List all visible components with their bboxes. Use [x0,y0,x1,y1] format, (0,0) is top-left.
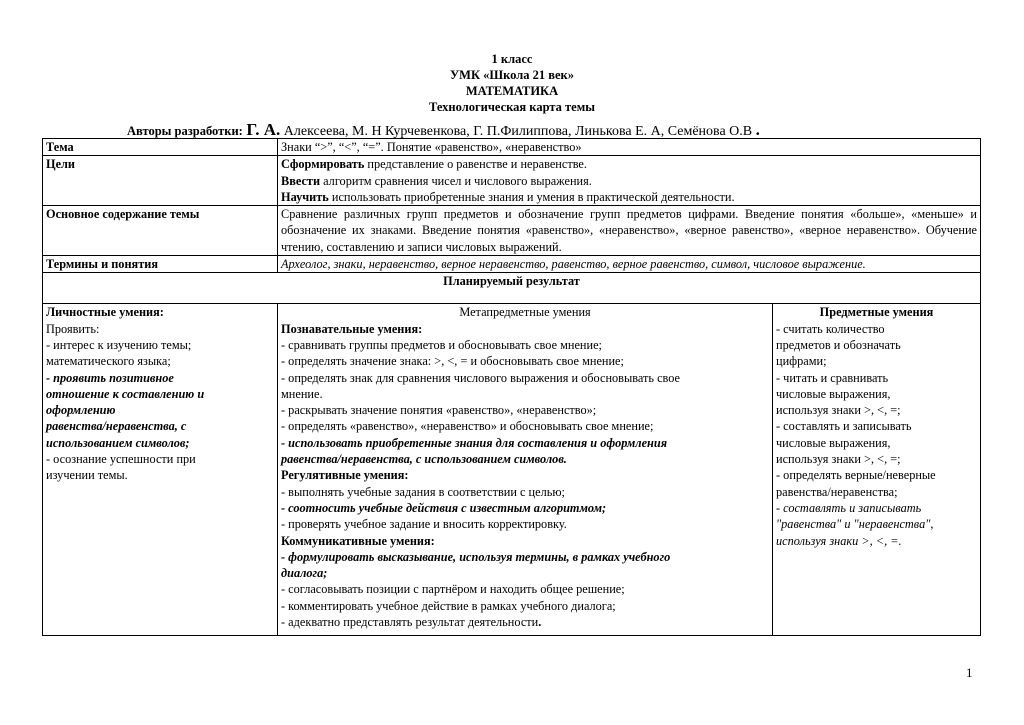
meta-skills-cell [278,304,773,636]
personal-skill-line: - интерес к изучению темы; [46,337,192,352]
document-title: Технологическая карта темы [429,100,595,114]
subject-skills-list [776,321,977,549]
subject-skill-line: - считать количество [776,321,885,336]
personal-skills-cell [43,304,278,636]
personal-skills-title: Личностные умения: [46,305,164,320]
subject-skill-line: числовые выражения, [776,435,891,450]
meta-skill-line: - выполнять учебные задания в соответствии с целью; [281,484,565,499]
subject-skills-title: Предметные умения [819,305,934,320]
subject-skill-line: используя знаки >, <, =. [776,533,902,548]
subject-skill-line: используя знаки >, <, =; [776,452,901,467]
tech-map-table [42,138,981,636]
subject-skill-line: цифрами; [776,354,827,369]
meta-end-dot: . [538,615,542,630]
content-text: Сравнение различных групп предметов и обозначение групп предметов цифрами. Введение понятия «больше», «меньше» и обозначение их знаками. Введение понятия «равенство», «неравенство», «верное равенство», «верное неравенство». Обучение чтению, составлению и записи числовых выражений. [278,206,981,256]
subject-skill-line: числовые выражения, [776,386,891,401]
personal-skill-line: математического языка; [46,354,171,369]
page-number: 1 [966,665,973,680]
meta-skill-line: - адекватно представлять результат деятельности. [281,615,542,630]
goal-item [281,173,977,189]
meta-skill-line: Познавательные умения: [281,321,423,336]
subject-skill-line: предметов и обозначать [776,337,901,352]
personal-skill-line: равенства/неравенства, с [46,419,187,434]
personal-skill-line: - осознание успешности при [46,452,196,467]
umk-heading: УМК «Школа 21 век» [449,68,575,82]
personal-skill-line: оформлению [46,403,116,418]
meta-skill-line: диалога; [281,566,328,581]
goal-text: использовать приобретенные знания и умения в практической деятельности. [328,189,735,204]
row-goals [43,156,981,206]
authors-end: . [755,120,760,139]
meta-skill-line: - комментировать учебное действие в рамках учебного диалога; [281,598,616,613]
row-tema [43,139,981,156]
meta-skill-line: - соотносить учебные действия с известным алгоритмом; [281,500,607,515]
meta-skill-line: - проверять учебное задание и вносить корректировку. [281,517,567,532]
subject-skill-line: "равенства" и "неравенства", [776,517,934,532]
subject-skill-line: равенства/неравенства; [776,484,898,499]
subject-skill-line: - читать и сравнивать [776,370,889,385]
goal-text: представление о равенстве и неравенстве. [364,157,587,172]
meta-skills-title: Метапредметные умения [459,305,591,320]
goal-text: алгоритм сравнения чисел и числового выражения. [320,173,592,188]
goal-item [281,156,977,172]
meta-skills-list [281,321,769,631]
meta-skill-line: - формулировать высказывание, используя термины, в рамках учебного [281,549,671,564]
grade-heading: 1 класс [491,52,533,66]
meta-skill-line: Коммуникативные умения: [281,533,435,548]
meta-skill-line: - использовать приобретенные знания для составления и оформления [281,435,668,450]
terms-label: Термины и понятия [43,256,278,273]
goals-label: Цели [43,156,278,206]
planned-result-heading: Планируемый результат [43,273,981,304]
row-content [43,206,981,256]
subject-skill-line: используя знаки >, <, =; [776,403,901,418]
tema-label: Тема [43,139,278,156]
personal-skill-line: Проявить: [46,321,100,336]
meta-skill-line: - сравнивать группы предметов и обосновывать свое мнение; [281,337,602,352]
authors-names: Алексеева, М. Н Курчевенкова, Г. П.Филиппова, Линькова Е. А, Семёнова О.В [283,124,753,139]
goal-verb: Ввести [281,173,321,188]
authors-label: Авторы разработки: [127,124,243,138]
content-label: Основное содержание темы [43,206,278,256]
personal-skills-list [46,321,274,484]
meta-skill-line: - согласовывать позиции с партнёром и находить общее решение; [281,582,625,597]
meta-skill-line: - определять значение знака: >, <, = и обосновывать свое мнение; [281,354,624,369]
personal-skill-line: - проявить позитивное [46,370,174,385]
meta-skill-line: мнение. [281,386,323,401]
meta-skill-line: Регулятивные умения: [281,468,409,483]
terms-text: Археолог, знаки, неравенство, верное неравенство, равенство, верное равенство, символ, числовое выражение. [278,256,981,273]
subject-skill-line: - составлять и записывать [776,419,912,434]
subject-skill-line: - составлять и записывать [776,500,922,515]
goals-cell [278,156,981,206]
goal-verb: Сформировать [281,157,365,172]
subject-skill-line: - определять верные/неверные [776,468,936,483]
authors-initials: Г. А. [246,120,281,139]
goal-item [281,189,977,205]
subject-skills-cell [773,304,981,636]
subject-heading: МАТЕМАТИКА [465,84,559,98]
row-planned [43,273,981,304]
tema-value: Знаки “>”, “<”, “=”. Понятие «равенство», «неравенство» [278,139,981,156]
row-terms [43,256,981,273]
row-results [43,304,981,636]
authors-line [127,120,760,140]
personal-skill-line: отношение к составлению и [46,386,205,401]
meta-skill-line: - определять «равенство», «неравенство» и обосновывать свое мнение; [281,419,654,434]
personal-skill-line: использованием символов; [46,435,190,450]
meta-skill-line: - определять знак для сравнения числового выражения и обосновывать свое [281,370,681,385]
meta-skill-line: - раскрывать значение понятия «равенство», «неравенство»; [281,403,597,418]
personal-skill-line: изучении темы. [46,468,128,483]
goal-verb: Научить [281,189,329,204]
meta-skill-line: равенства/неравенства, с использованием символов. [281,452,567,467]
